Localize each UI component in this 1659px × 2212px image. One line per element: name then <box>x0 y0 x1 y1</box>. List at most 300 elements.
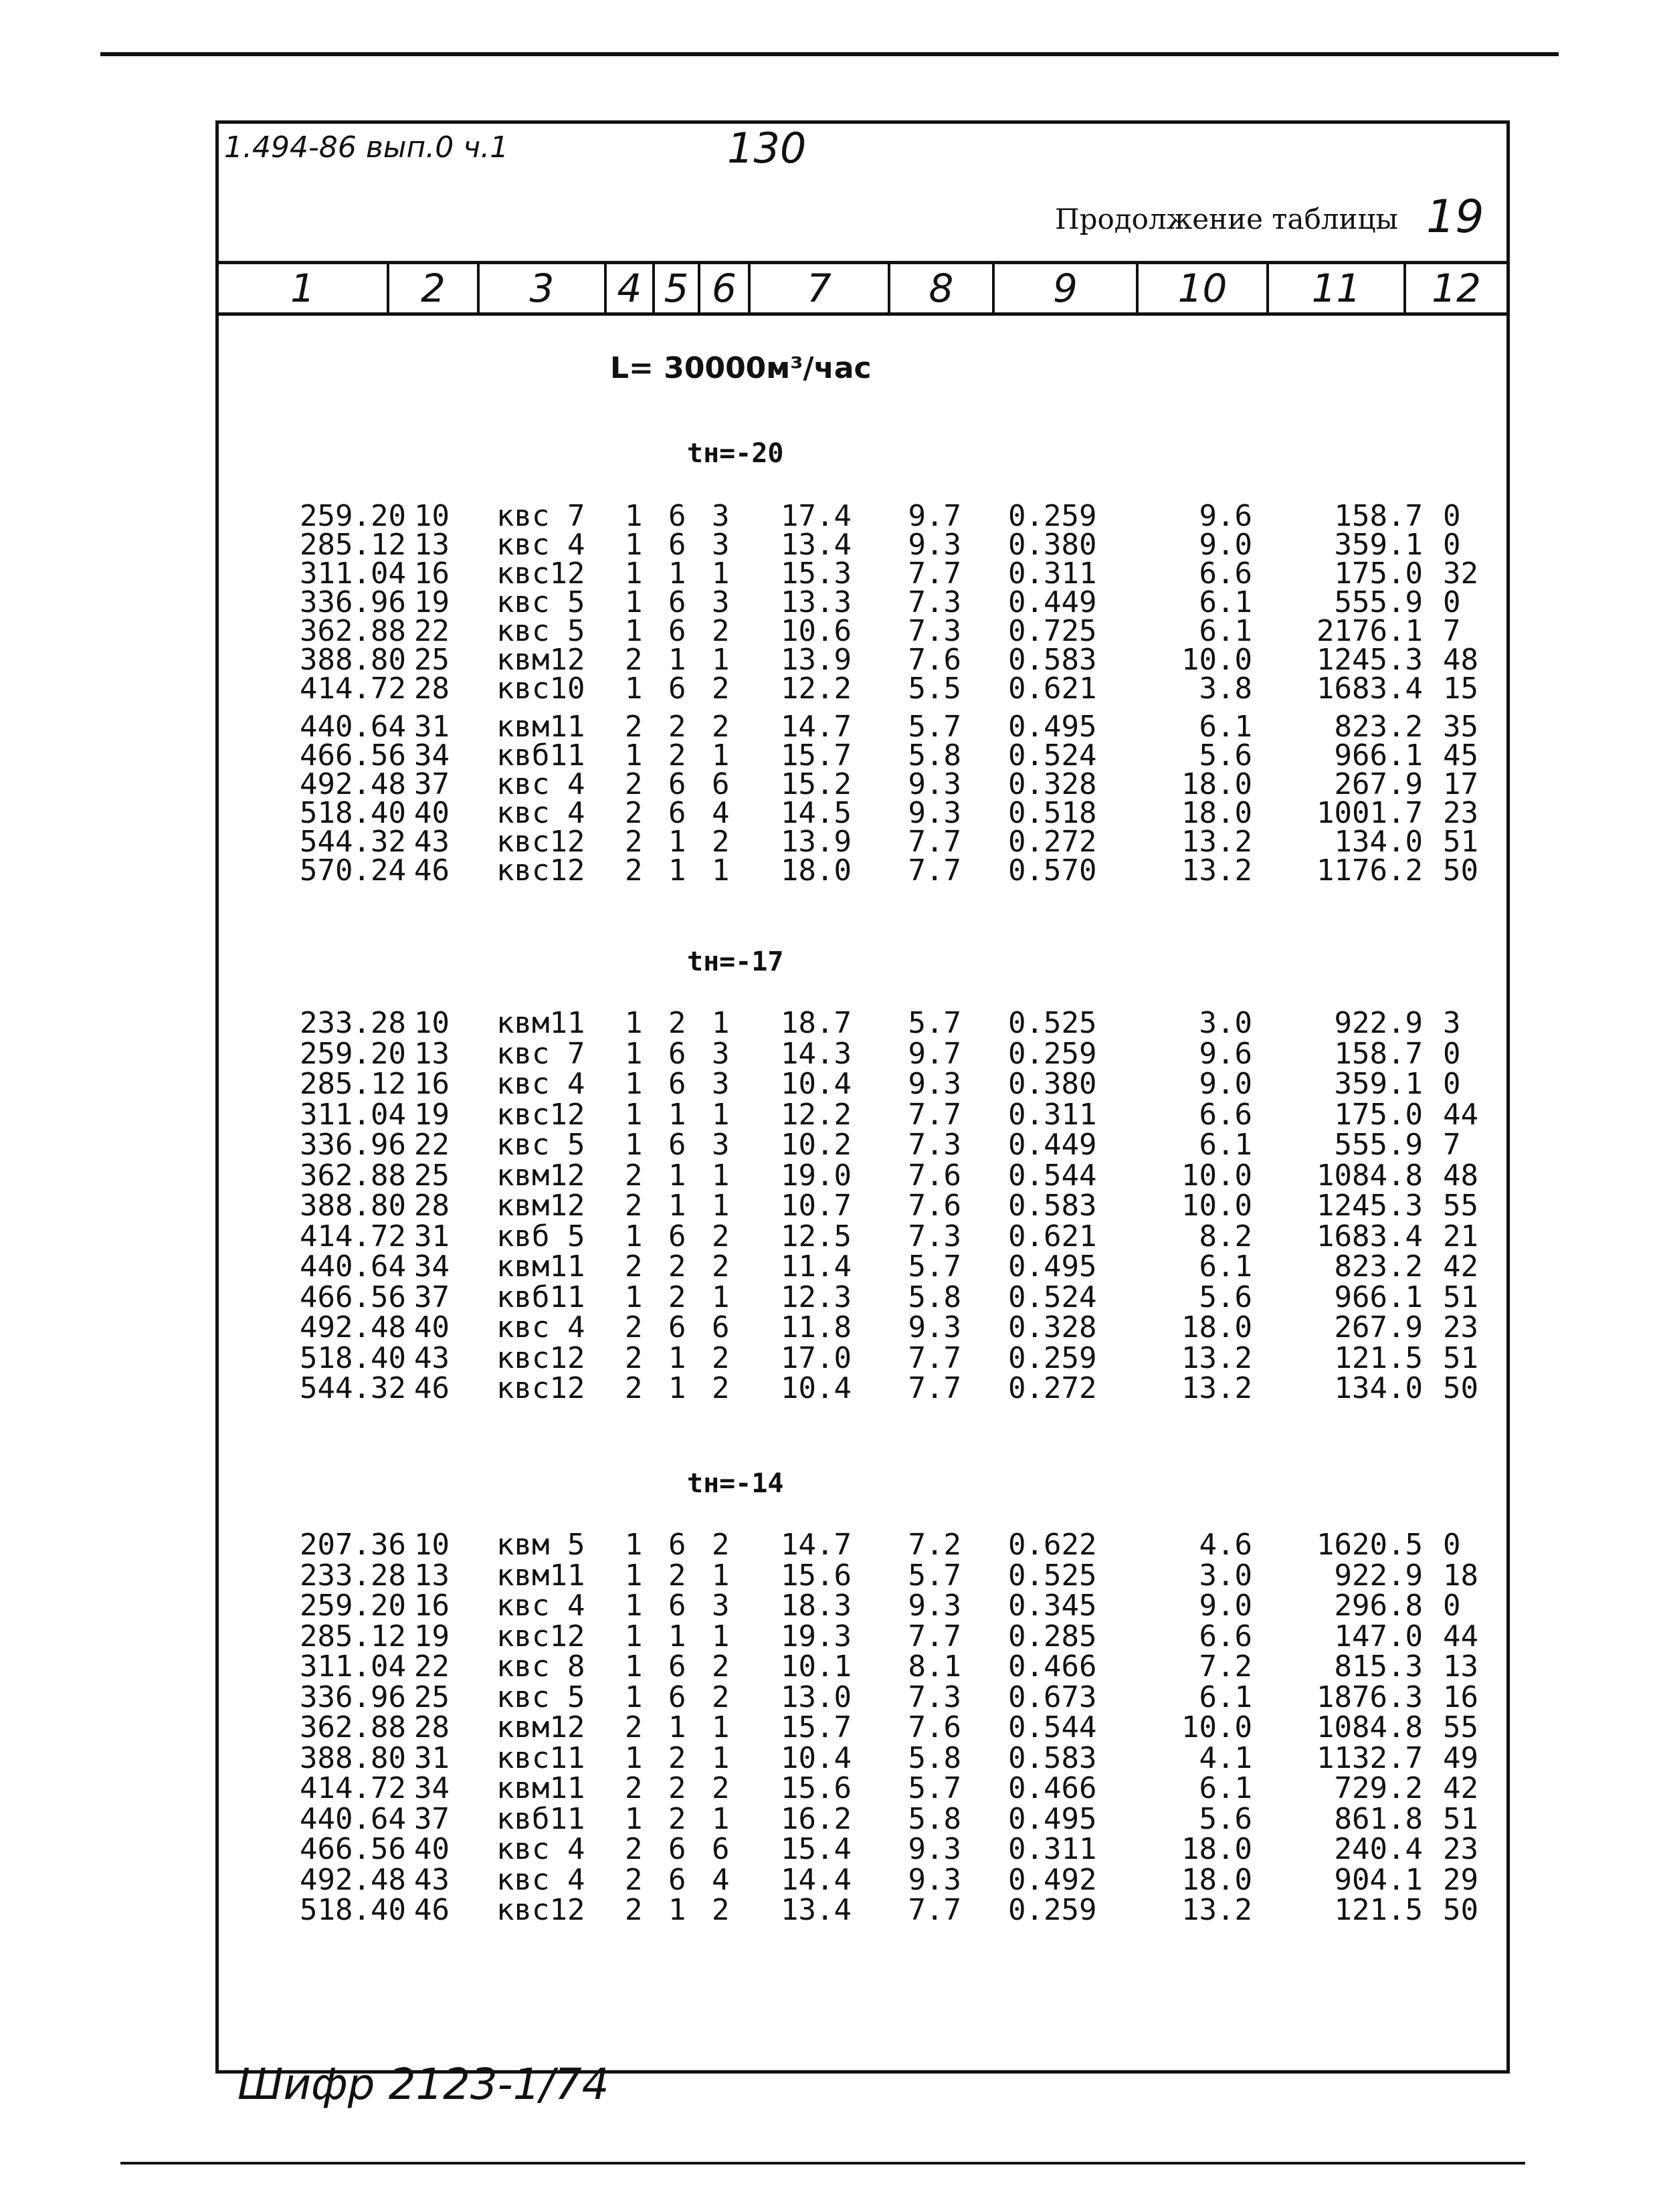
table-cell-col6: 2 <box>712 1249 730 1284</box>
table-row <box>219 528 1506 562</box>
section-title: tн=-14 <box>687 1468 784 1499</box>
table-cell-col5: 6 <box>668 1128 686 1162</box>
table-cell-col6: 2 <box>712 1528 730 1562</box>
table-cell-col3: квс 4 <box>496 767 585 801</box>
table-cell-col12: 42 <box>1443 1249 1478 1284</box>
table-cell-col5: 6 <box>668 1862 686 1897</box>
table-cell-col4: 1 <box>625 1680 643 1714</box>
column-header-8: 8 <box>890 264 995 312</box>
table-cell-col8: 9.7 <box>908 499 961 533</box>
table-cell-col2: 28 <box>414 1710 450 1744</box>
table-cell-col7: 14.7 <box>781 1528 852 1562</box>
table-cell-col4: 1 <box>625 738 643 773</box>
table-cell-col10: 13.2 <box>1181 1371 1252 1405</box>
continuation-label: Продолжение таблицы <box>1055 203 1398 235</box>
table-cell-col11: 147.0 <box>1334 1619 1423 1653</box>
table-cell-col8: 7.2 <box>908 1528 961 1562</box>
table-cell-col10: 6.1 <box>1199 1128 1252 1162</box>
table-cell-col3: квм12 <box>496 1189 585 1223</box>
table-cell-col9: 0.380 <box>1008 528 1097 562</box>
table-cell-col7: 17.0 <box>781 1340 852 1375</box>
table-cell-col6: 2 <box>712 672 730 706</box>
table-cell-col3: квб11 <box>496 738 585 773</box>
table-cell-col9: 0.525 <box>1008 1006 1097 1040</box>
table-cell-col1: 518.40 <box>300 1340 406 1375</box>
table-cell-col12: 7 <box>1443 1128 1461 1162</box>
table-cell-col8: 9.3 <box>908 1832 961 1866</box>
table-cell-col6: 2 <box>712 1340 730 1375</box>
table-cell-col12: 49 <box>1443 1740 1478 1775</box>
doc-reference: 1.494-86 вып.0 ч.1 <box>224 130 509 165</box>
table-cell-col3: квс 4 <box>496 1589 585 1623</box>
table-cell-col12: 23 <box>1443 1310 1478 1344</box>
table-cell-col5: 1 <box>668 853 686 888</box>
table-cell-col4: 2 <box>625 1249 643 1284</box>
table-row <box>219 1801 1506 1836</box>
table-cell-col2: 10 <box>414 1006 450 1040</box>
table-cell-col1: 362.88 <box>300 1158 406 1193</box>
table-cell-col6: 2 <box>712 1893 730 1927</box>
table-row <box>219 1771 1506 1805</box>
table-cell-col10: 5.6 <box>1199 1801 1252 1836</box>
table-cell-col3: квс12 <box>496 853 585 888</box>
table-row <box>219 1740 1506 1775</box>
table-cell-col8: 7.6 <box>908 643 961 677</box>
table-cell-col3: квс11 <box>496 1740 585 1775</box>
table-cell-col2: 16 <box>414 1589 450 1623</box>
table-cell-col2: 19 <box>414 1619 450 1653</box>
table-cell-col5: 1 <box>668 1189 686 1223</box>
table-cell-col11: 815.3 <box>1334 1649 1423 1684</box>
table-cell-col1: 388.80 <box>300 1740 406 1775</box>
table-cell-col7: 10.2 <box>781 1128 852 1162</box>
table-cell-col1: 388.80 <box>300 643 406 677</box>
table-row <box>219 1219 1506 1253</box>
column-header-2: 2 <box>389 264 480 312</box>
table-cell-col4: 2 <box>625 1371 643 1405</box>
table-cell-col8: 7.7 <box>908 1340 961 1375</box>
table-cell-col9: 0.524 <box>1008 738 1097 773</box>
table-cell-col1: 259.20 <box>300 1036 406 1071</box>
table-cell-col10: 10.0 <box>1181 1189 1252 1223</box>
table-cell-col10: 4.1 <box>1199 1740 1252 1775</box>
table-row <box>219 1680 1506 1714</box>
table-cell-col5: 2 <box>668 1006 686 1040</box>
table-cell-col9: 0.380 <box>1008 1067 1097 1101</box>
table-cell-col9: 0.259 <box>1008 1036 1097 1071</box>
table-row <box>219 585 1506 619</box>
table-cell-col6: 1 <box>712 1710 730 1744</box>
table-cell-col9: 0.259 <box>1008 1893 1097 1927</box>
table-cell-col1: 440.64 <box>300 1249 406 1284</box>
table-cell-col6: 2 <box>712 1680 730 1714</box>
table-cell-col11: 1620.5 <box>1316 1528 1423 1562</box>
table-cell-col10: 3.0 <box>1199 1006 1252 1040</box>
table-cell-col7: 19.0 <box>781 1158 852 1193</box>
table-cell-col4: 1 <box>625 1097 643 1132</box>
table-row <box>219 767 1506 801</box>
table-cell-col2: 13 <box>414 528 450 562</box>
table-cell-col12: 50 <box>1443 1893 1478 1927</box>
table-cell-col9: 0.311 <box>1008 1097 1097 1132</box>
table-cell-col9: 0.345 <box>1008 1589 1097 1623</box>
table-cell-col11: 922.9 <box>1334 1006 1423 1040</box>
table-cell-col2: 31 <box>414 710 450 744</box>
table-cell-col2: 16 <box>414 557 450 591</box>
table-cell-col5: 6 <box>668 796 686 830</box>
table-cell-col7: 10.7 <box>781 1189 852 1223</box>
table-cell-col9: 0.328 <box>1008 767 1097 801</box>
table-cell-col10: 9.0 <box>1199 1067 1252 1101</box>
table-cell-col2: 22 <box>414 1649 450 1684</box>
column-header-12: 12 <box>1432 266 1481 311</box>
cipher-label: Шифр 2123-1/74 <box>237 2060 609 2110</box>
table-cell-col8: 9.3 <box>908 1310 961 1344</box>
table-cell-col2: 19 <box>414 1097 450 1132</box>
table-cell-col1: 414.72 <box>300 1771 406 1805</box>
table-cell-col11: 267.9 <box>1334 767 1423 801</box>
page-number: 130 <box>727 124 807 173</box>
table-cell-col4: 2 <box>625 1832 643 1866</box>
table-row <box>219 1371 1506 1405</box>
table-cell-col6: 1 <box>712 738 730 773</box>
table-cell-col5: 2 <box>668 1801 686 1836</box>
table-cell-col12: 17 <box>1443 767 1478 801</box>
table-cell-col3: квм11 <box>496 710 585 744</box>
table-cell-col5: 2 <box>668 1558 686 1593</box>
table-cell-col12: 23 <box>1443 796 1478 830</box>
table-cell-col11: 359.1 <box>1334 1067 1423 1101</box>
table-cell-col2: 34 <box>414 1771 450 1805</box>
table-cell-col11: 555.9 <box>1334 1128 1423 1162</box>
table-cell-col3: квс 8 <box>496 1649 585 1684</box>
table-cell-col6: 6 <box>712 1310 730 1344</box>
table-cell-col7: 13.9 <box>781 825 852 859</box>
table-cell-col5: 6 <box>668 672 686 706</box>
table-cell-col8: 9.3 <box>908 1589 961 1623</box>
section-title: tн=-20 <box>687 438 784 469</box>
table-cell-col2: 37 <box>414 1280 450 1314</box>
table-cell-col5: 1 <box>668 1097 686 1132</box>
table-cell-col2: 25 <box>414 1158 450 1193</box>
table-cell-col6: 1 <box>712 1158 730 1193</box>
table-cell-col7: 13.4 <box>781 1893 852 1927</box>
table-cell-col12: 50 <box>1443 1371 1478 1405</box>
table-cell-col7: 15.7 <box>781 738 852 773</box>
table-cell-col3: квс12 <box>496 1340 585 1375</box>
table-cell-col3: квм11 <box>496 1558 585 1593</box>
table-row <box>219 672 1506 706</box>
table-cell-col12: 44 <box>1443 1097 1478 1132</box>
table-cell-col11: 555.9 <box>1334 585 1423 619</box>
table-cell-col9: 0.583 <box>1008 643 1097 677</box>
table-cell-col6: 6 <box>712 1832 730 1866</box>
table-cell-col10: 3.8 <box>1199 672 1252 706</box>
table-cell-col12: 35 <box>1443 710 1478 744</box>
table-cell-col10: 3.0 <box>1199 1558 1252 1593</box>
table-row <box>219 1158 1506 1193</box>
table-cell-col11: 729.2 <box>1334 1771 1423 1805</box>
table-cell-col4: 2 <box>625 1158 643 1193</box>
table-cell-col7: 15.6 <box>781 1558 852 1593</box>
table-cell-col9: 0.259 <box>1008 1340 1097 1375</box>
table-cell-col7: 17.4 <box>781 499 852 533</box>
table-cell-col10: 8.2 <box>1199 1219 1252 1253</box>
table-cell-col1: 466.56 <box>300 1832 406 1866</box>
table-row <box>219 1006 1506 1040</box>
table-cell-col10: 4.6 <box>1199 1528 1252 1562</box>
table-cell-col6: 6 <box>712 767 730 801</box>
table-cell-col6: 3 <box>712 1036 730 1071</box>
table-cell-col5: 6 <box>668 1067 686 1101</box>
table-cell-col10: 9.6 <box>1199 1036 1252 1071</box>
table-cell-col11: 966.1 <box>1334 738 1423 773</box>
table-cell-col2: 22 <box>414 614 450 648</box>
table-cell-col8: 7.3 <box>908 1128 961 1162</box>
table-cell-col8: 5.8 <box>908 738 961 773</box>
table-cell-col8: 7.7 <box>908 1619 961 1653</box>
table-row <box>219 1619 1506 1653</box>
table-cell-col11: 121.5 <box>1334 1340 1423 1375</box>
table-cell-col12: 32 <box>1443 557 1478 591</box>
table-cell-col3: квс12 <box>496 1893 585 1927</box>
table-cell-col9: 0.583 <box>1008 1189 1097 1223</box>
table-cell-col7: 15.4 <box>781 1832 852 1866</box>
table-cell-col5: 6 <box>668 614 686 648</box>
table-cell-col9: 0.673 <box>1008 1680 1097 1714</box>
table-cell-col9: 0.524 <box>1008 1280 1097 1314</box>
table-row <box>219 1862 1506 1897</box>
table-cell-col7: 10.4 <box>781 1067 852 1101</box>
table-cell-col3: квм11 <box>496 1249 585 1284</box>
table-cell-col4: 1 <box>625 1801 643 1836</box>
table-cell-col8: 9.3 <box>908 796 961 830</box>
table-cell-col4: 1 <box>625 1649 643 1684</box>
table-cell-col7: 14.7 <box>781 710 852 744</box>
document-frame <box>215 120 1510 2074</box>
table-cell-col9: 0.449 <box>1008 1128 1097 1162</box>
table-cell-col8: 9.7 <box>908 1036 961 1071</box>
table-cell-col1: 466.56 <box>300 738 406 773</box>
table-cell-col6: 4 <box>712 796 730 830</box>
table-cell-col9: 0.285 <box>1008 1619 1097 1653</box>
table-cell-col5: 2 <box>668 1771 686 1805</box>
table-cell-col7: 12.2 <box>781 672 852 706</box>
table-cell-col2: 25 <box>414 643 450 677</box>
table-cell-col9: 0.544 <box>1008 1158 1097 1193</box>
table-cell-col7: 15.2 <box>781 767 852 801</box>
flow-label: L= 30000м³/час <box>610 351 872 385</box>
table-cell-col9: 0.725 <box>1008 614 1097 648</box>
table-cell-col6: 2 <box>712 1371 730 1405</box>
table-cell-col9: 0.259 <box>1008 499 1097 533</box>
table-cell-col10: 6.1 <box>1199 614 1252 648</box>
table-cell-col2: 10 <box>414 499 450 533</box>
table-cell-col10: 9.0 <box>1199 528 1252 562</box>
table-cell-col10: 6.1 <box>1199 1249 1252 1284</box>
table-row <box>219 825 1506 859</box>
table-cell-col5: 1 <box>668 1158 686 1193</box>
table-cell-col4: 1 <box>625 1067 643 1101</box>
table-cell-col3: квс 7 <box>496 1036 585 1071</box>
table-cell-col10: 6.1 <box>1199 1680 1252 1714</box>
table-cell-col10: 10.0 <box>1181 643 1252 677</box>
table-cell-col3: квс12 <box>496 825 585 859</box>
table-cell-col8: 9.3 <box>908 767 961 801</box>
table-cell-col5: 6 <box>668 1036 686 1071</box>
table-cell-col6: 2 <box>712 825 730 859</box>
table-cell-col1: 492.48 <box>300 767 406 801</box>
table-cell-col6: 4 <box>712 1862 730 1897</box>
table-cell-col8: 7.7 <box>908 557 961 591</box>
table-cell-col6: 3 <box>712 585 730 619</box>
table-cell-col7: 19.3 <box>781 1619 852 1653</box>
table-cell-col3: квс10 <box>496 672 585 706</box>
table-cell-col6: 1 <box>712 1801 730 1836</box>
table-cell-col12: 42 <box>1443 1771 1478 1805</box>
table-cell-col12: 0 <box>1443 1036 1461 1071</box>
top-rule <box>100 52 1559 56</box>
table-cell-col6: 1 <box>712 557 730 591</box>
table-cell-col8: 7.6 <box>908 1158 961 1193</box>
table-cell-col1: 336.96 <box>300 1128 406 1162</box>
table-cell-col10: 18.0 <box>1181 796 1252 830</box>
table-cell-col8: 7.3 <box>908 1219 961 1253</box>
table-cell-col3: квс 5 <box>496 1680 585 1714</box>
table-cell-col7: 11.4 <box>781 1249 852 1284</box>
table-cell-col2: 43 <box>414 825 450 859</box>
column-header-1: 1 <box>219 264 389 312</box>
table-cell-col8: 7.6 <box>908 1710 961 1744</box>
table-cell-col12: 18 <box>1443 1558 1478 1593</box>
table-cell-col4: 1 <box>625 1619 643 1653</box>
table-cell-col6: 3 <box>712 1128 730 1162</box>
table-cell-col5: 6 <box>668 1528 686 1562</box>
table-cell-col5: 2 <box>668 738 686 773</box>
table-cell-col3: квс 4 <box>496 1067 585 1101</box>
column-header-5: 5 <box>655 264 700 312</box>
table-cell-col10: 5.6 <box>1199 738 1252 773</box>
table-cell-col4: 2 <box>625 853 643 888</box>
table-row <box>219 643 1506 677</box>
table-cell-col11: 1245.3 <box>1316 1189 1423 1223</box>
table-cell-col12: 13 <box>1443 1649 1478 1684</box>
table-row <box>219 1128 1506 1162</box>
table-cell-col4: 2 <box>625 1189 643 1223</box>
table-cell-col2: 28 <box>414 1189 450 1223</box>
table-cell-col3: квб11 <box>496 1280 585 1314</box>
table-cell-col5: 1 <box>668 1340 686 1375</box>
table-cell-col6: 1 <box>712 1006 730 1040</box>
column-header-9: 9 <box>995 264 1139 312</box>
table-cell-col6: 1 <box>712 1558 730 1593</box>
table-cell-col4: 1 <box>625 1589 643 1623</box>
table-cell-col11: 1683.4 <box>1316 672 1423 706</box>
table-cell-col5: 6 <box>668 1832 686 1866</box>
table-cell-col8: 5.8 <box>908 1740 961 1775</box>
table-cell-col3: квб 5 <box>496 1219 585 1253</box>
table-cell-col1: 362.88 <box>300 1710 406 1744</box>
table-row <box>219 738 1506 773</box>
table-row <box>219 1893 1506 1927</box>
table-cell-col7: 16.2 <box>781 1801 852 1836</box>
table-row <box>219 1589 1506 1623</box>
table-cell-col2: 46 <box>414 1371 450 1405</box>
column-header-7: 7 <box>751 264 890 312</box>
table-cell-col11: 922.9 <box>1334 1558 1423 1593</box>
table-cell-col9: 0.466 <box>1008 1771 1097 1805</box>
table-cell-col1: 440.64 <box>300 1801 406 1836</box>
table-cell-col9: 0.544 <box>1008 1710 1097 1744</box>
table-cell-col1: 259.20 <box>300 1589 406 1623</box>
table-cell-col12: 51 <box>1443 1280 1478 1314</box>
table-cell-col11: 1245.3 <box>1316 643 1423 677</box>
table-cell-col9: 0.328 <box>1008 1310 1097 1344</box>
table-cell-col11: 240.4 <box>1334 1832 1423 1866</box>
table-cell-col2: 43 <box>414 1340 450 1375</box>
table-cell-col7: 14.5 <box>781 796 852 830</box>
table-cell-col4: 2 <box>625 1893 643 1927</box>
table-row <box>219 1067 1506 1101</box>
table-cell-col3: квм 5 <box>496 1528 585 1562</box>
column-header-11: 11 <box>1269 264 1406 312</box>
table-cell-col10: 5.6 <box>1199 1280 1252 1314</box>
table-cell-col5: 2 <box>668 1740 686 1775</box>
table-cell-col2: 19 <box>414 585 450 619</box>
table-cell-col11: 296.8 <box>1334 1589 1423 1623</box>
table-row <box>219 499 1506 533</box>
table-cell-col11: 267.9 <box>1334 1310 1423 1344</box>
table-cell-col10: 13.2 <box>1181 1893 1252 1927</box>
table-cell-col9: 0.311 <box>1008 1832 1097 1866</box>
table-cell-col6: 2 <box>712 1219 730 1253</box>
table-cell-col11: 175.0 <box>1334 1097 1423 1132</box>
table-cell-col11: 1876.3 <box>1316 1680 1423 1714</box>
table-cell-col9: 0.449 <box>1008 585 1097 619</box>
table-cell-col2: 43 <box>414 1862 450 1897</box>
table-cell-col10: 13.2 <box>1181 1340 1252 1375</box>
table-cell-col2: 40 <box>414 1310 450 1344</box>
table-cell-col1: 311.04 <box>300 1649 406 1684</box>
table-cell-col7: 13.0 <box>781 1680 852 1714</box>
table-cell-col7: 11.8 <box>781 1310 852 1344</box>
table-cell-col1: 544.32 <box>300 825 406 859</box>
table-cell-col5: 1 <box>668 557 686 591</box>
table-cell-col1: 259.20 <box>300 499 406 533</box>
table-cell-col4: 1 <box>625 1280 643 1314</box>
table-cell-col4: 1 <box>625 585 643 619</box>
table-cell-col3: квм12 <box>496 1710 585 1744</box>
table-cell-col6: 1 <box>712 1097 730 1132</box>
table-cell-col11: 966.1 <box>1334 1280 1423 1314</box>
table-cell-col3: квс 5 <box>496 614 585 648</box>
column-header-4: 4 <box>607 264 655 312</box>
table-row <box>219 1558 1506 1593</box>
table-cell-col4: 2 <box>625 1310 643 1344</box>
table-cell-col11: 861.8 <box>1334 1801 1423 1836</box>
bottom-rule <box>120 2162 1525 2165</box>
table-cell-col2: 22 <box>414 1128 450 1162</box>
table-cell-col10: 6.1 <box>1199 1771 1252 1805</box>
table-cell-col12: 0 <box>1443 499 1461 533</box>
table-cell-col12: 0 <box>1443 585 1461 619</box>
table-cell-col12: 0 <box>1443 1589 1461 1623</box>
table-cell-col9: 0.272 <box>1008 1371 1097 1405</box>
table-cell-col9: 0.621 <box>1008 1219 1097 1253</box>
table-cell-col10: 13.2 <box>1181 853 1252 888</box>
table-cell-col10: 10.0 <box>1181 1710 1252 1744</box>
table-cell-col9: 0.518 <box>1008 796 1097 830</box>
